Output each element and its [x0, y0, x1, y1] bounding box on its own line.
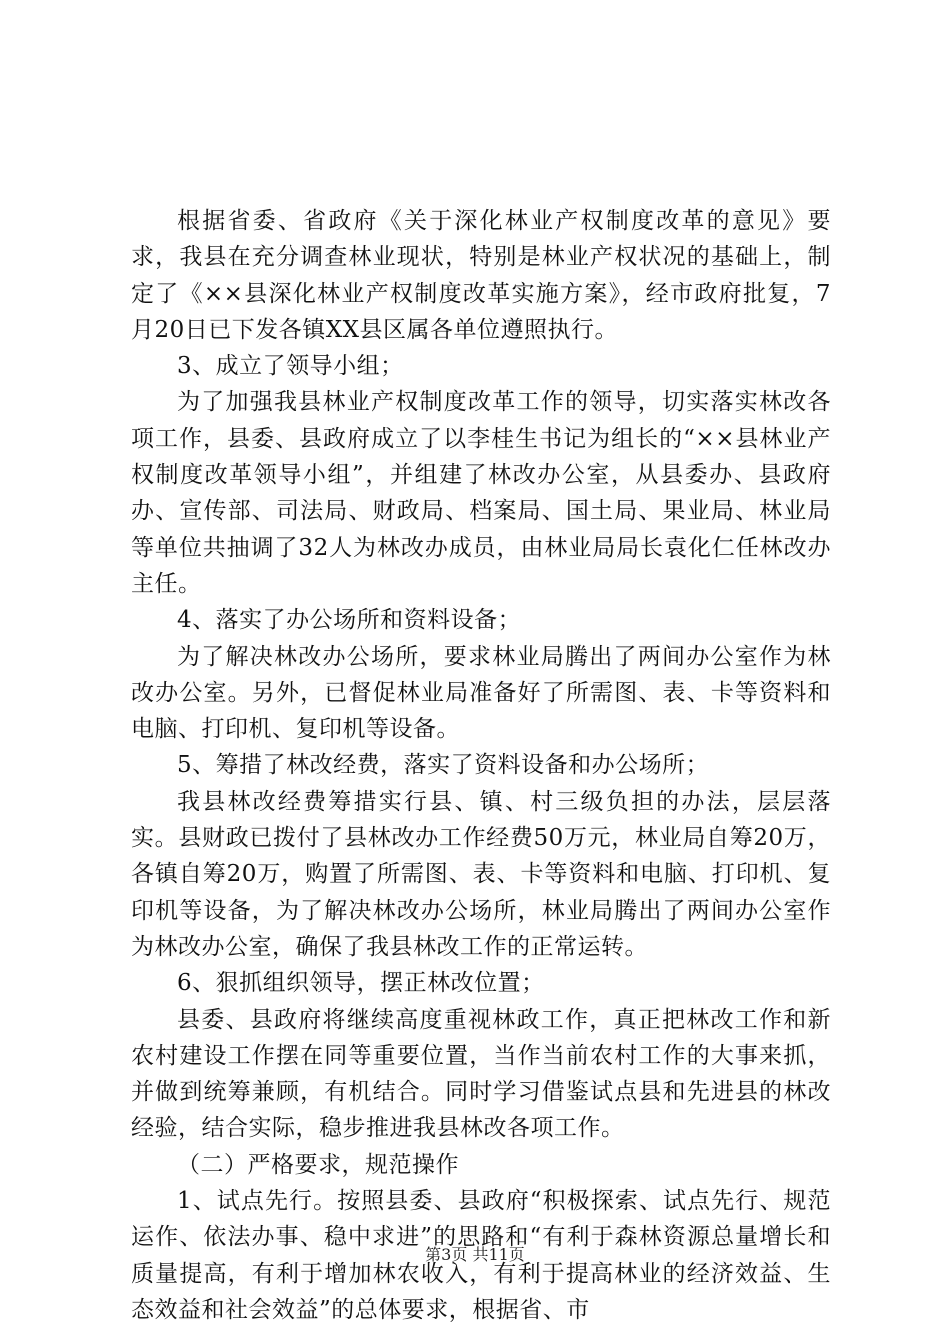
paragraph: 县委、县政府将继续高度重视林政工作，真正把林改工作和新农村建设工作摆在同等重要位置，当作当前农村工作的大事来抓，并做到统筹兼顾，有机结合。同时学习借鉴试点县和先进县的林改经验，结合实际，稳步推进我县林改各项工作。 [131, 1006, 831, 1142]
paragraph: 1、试点先行。按照县委、县政府“积极探索、试点先行、规范运作、依法办事、稳中求进”的思路和“有利于森林资源总量增长和质量提高，有利于增加林农收入，有利于提高林业的经济效益、生态效益和社会效益”的总体要求，根据省、市 [131, 1188, 831, 1323]
page-number-footer: 第3页 共11页 [425, 1245, 525, 1264]
section-heading: 6、狠抓组织领导，摆正林改位置； [177, 970, 545, 997]
document-body [131, 203, 831, 1328]
section-heading: 4、落实了办公场所和资料设备； [177, 607, 522, 634]
paragraph: 为了加强我县林业产权制度改革工作的领导，切实落实林改各项工作，县委、县政府成立了以李桂生书记为组长的“××县林业产权制度改革领导小组”，并组建了林改办公室，从县委办、县政府办、宣传部、司法局、财政局、档案局、国土局、果业局、林业局等单位共抽调了32人为林改办成员，由林业局局长袁化仁任林改办主任。 [131, 389, 831, 597]
paragraph: 根据省委、省政府《关于深化林业产权制度改革的意见》要求，我县在充分调查林业现状，特别是林业产权状况的基础上，制定了《××县深化林业产权制度改革实施方案》，经市政府批复，7月20日已下发各镇XX县区属各单位遵照执行。 [131, 208, 831, 343]
section-heading: （二）严格要求，规范操作 [177, 1151, 459, 1178]
section-heading: 3、成立了领导小组； [177, 353, 404, 380]
section-heading: 5、筹措了林改经费，落实了资料设备和办公场所； [177, 752, 710, 779]
paragraph: 我县林改经费筹措实行县、镇、村三级负担的办法，层层落实。县财政已拨付了县林改办工作经费50万元，林业局自筹20万，各镇自筹20万，购置了所需图、表、卡等资料和电脑、打印机、复印机等设备，为了解决林改办公场所，林业局腾出了两间办公室作为林改办公室，确保了我县林改工作的正常运转。 [131, 788, 831, 960]
paragraph: 为了解决林改办公场所，要求林业局腾出了两间办公室作为林改办公室。另外，已督促林业局准备好了所需图、表、卡等资料和电脑、打印机、复印机等设备。 [131, 643, 831, 743]
